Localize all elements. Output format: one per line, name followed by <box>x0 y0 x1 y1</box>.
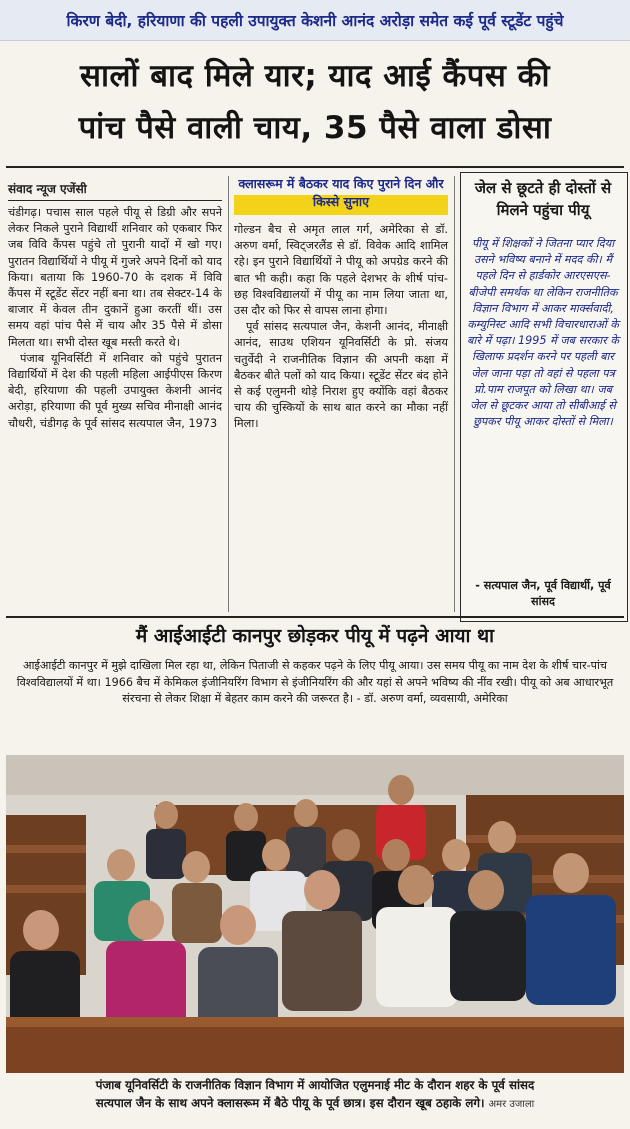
photo-credit: अमर उजाला <box>488 1099 535 1110</box>
sidebar-signature: - सत्यपाल जैन, पूर्व विद्यार्थी, पूर्व सांसद <box>475 579 611 608</box>
byline-rule <box>8 200 222 201</box>
group-photo <box>6 755 624 1073</box>
column-divider-2 <box>454 176 455 612</box>
column-2 <box>234 222 448 433</box>
col2-para-2: पूर्व सांसद सत्यपाल जैन, केशनी आनंद, मीनाक्षी आनंद, साउथ एशियन यूनिवर्सिटी के प्रो. संजय चतुर्वेदी ने राजनीतिक विज्ञान की अपनी कक्षा में बैठकर बीते पलों को याद किया। स्टूडेंट सेंटर बंद होने से कई एलुमनी थोड़े निराश हुए क्योंकि वहां बैठकर चाय की चुस्कियों के साथ बात करने का मौका नहीं मिला। <box>234 320 448 431</box>
column-1 <box>8 205 222 432</box>
headline <box>8 50 622 154</box>
caption-line-2 <box>8 1094 622 1114</box>
column-divider-1 <box>228 176 229 612</box>
sidebar-body: पीयू में शिक्षकों ने जितना प्यार दिया उसने भविष्य बनाने में मदद की। मैं पहले दिन से हार्डकोर आरएसएस-बीजेपी समर्थक था लेकिन राजनीतिक विज्ञान विभाग में आकर मार्क्सवादी, कम्युनिस्ट आदि सभी विचारधाराओं के बारे में पढ़ा। 1995 में जब सरकार के खिलाफ प्रदर्शन करने पर पहली बार जेल जाना पड़ा तो वहां से पहला पत्र प्रो.पाम राजपूत को लिखा था। जब जेल से छूटकर आया तो सीबीआई से छुपकर पीयू आकर दोस्तों से मिला। <box>467 237 619 429</box>
caption-line-1: पंजाब यूनिवर्सिटी के राजनीतिक विज्ञान विभाग में आयोजित एलुमनाई मीट के दौरान शहर के पूर्व सांसद <box>95 1078 535 1092</box>
photo-caption <box>8 1076 622 1114</box>
kicker-text: किरण बेदी, हरियाणा की पहली उपायुक्त केशनी आनंद अरोड़ा समेत कई पूर्व स्टूडेंट पहुंचे <box>66 12 564 30</box>
section-rule <box>6 616 624 618</box>
caption-line-2-text: सत्यपाल जैन के साथ अपने क्लासरूम में बैठे पीयू के पूर्व छात्र। इस दौरान खूब ठहाके लगे। <box>95 1096 485 1110</box>
photo-ceiling <box>6 755 624 795</box>
sub-kicker: क्लासरूम में बैठकर याद किए पुराने दिन और किस्से सुनाए <box>234 175 448 215</box>
headline-line-1: सालों बाद मिले यार; याद आई कैंपस की <box>79 58 551 94</box>
headline-line-2: पांच पैसे वाली चाय, 35 पैसे वाला डोसा <box>78 110 552 146</box>
byline: संवाद न्यूज एजेंसी <box>8 182 87 196</box>
group-photo-illustration <box>6 755 624 1073</box>
box2-title: मैं आईआईटी कानपुर छोड़कर पीयू में पढ़ने आया था <box>135 625 495 647</box>
col1-para-1: चंडीगढ़। पचास साल पहले पीयू से डिग्री और सपने लेकर निकले पुराने विद्यार्थी शनिवार को एकबार फिर जब विवि कैंपस पहुंचे तो पुरानी यादों में खो गए। पुरातन विद्यार्थियों ने पीयू में गुजरे अपने दिनों को याद किया। बताया कि 1960-70 के दशक में विवि कैंपस में स्टूडेंट सेंटर नहीं बना था। तब सेक्टर-14 के बाजार में केवल तीन दुकानें हुआ करतीं थीं। उस समय वहां पांच पैसे में चाय और 35 पैसे में डोसा मिलता था। सभी दोस्त खूब मस्ती करते थे। <box>8 206 222 349</box>
col2-para-1: गोल्डन बैच से अमृत लाल गर्ग, अमेरिका से डॉ. अरुण वर्मा, स्विट्जरलैंड से डॉ. विवेक आदि शामिल रहे। इन पुराने विद्यार्थियों ने पीयू को अपग्रेड करने की बात भी कही। कहा कि पहले देशभर के शीर्ष पांच-छह विश्वविद्यालयों में पीयू का नाम लिया जाता था, उस दौर को फिर से वापस लाना होगा। <box>234 223 448 318</box>
wooden-desk-front <box>6 1017 624 1073</box>
sidebar-title: जेल से छूटते ही दोस्तों से मिलने पहुंचा पीयू <box>474 179 612 219</box>
kicker-strip <box>0 0 630 41</box>
col1-para-2: पंजाब यूनिवर्सिटी में शनिवार को पहुंचे पुरातन विद्यार्थियों में देश की पहली महिला आईपीएस किरण बेदी, हरियाणा की पहली उपायुक्त केशनी आनंद अरोड़ा, हरियाणा की पूर्व मुख्य सचिव मीनाक्षी आनंद चौधरी, चंडीगढ़ के पूर्व सांसद सत्यपाल जैन, 1973 <box>8 351 222 430</box>
box2-body: आईआईटी कानपुर में मुझे दाखिला मिल रहा था, लेकिन पिताजी से कहकर पढ़ने के लिए पीयू आया। उस समय पीयू का नाम देश के शीर्ष चार-पांच विश्वविद्यालयों में था। 1966 बैच में केमिकल इंजीनियरिंग विभाग से इंजीनियरिंग की और यहां से अपने भविष्य की नींव रखी। पीयू को अब आधारभूत संरचना से लेकर शिक्षा में बेहतर काम करने की जरूरत है। - डॉ. अरुण वर्मा, व्यवसायी, अमेरिका <box>16 659 614 705</box>
headline-rule <box>6 166 624 168</box>
